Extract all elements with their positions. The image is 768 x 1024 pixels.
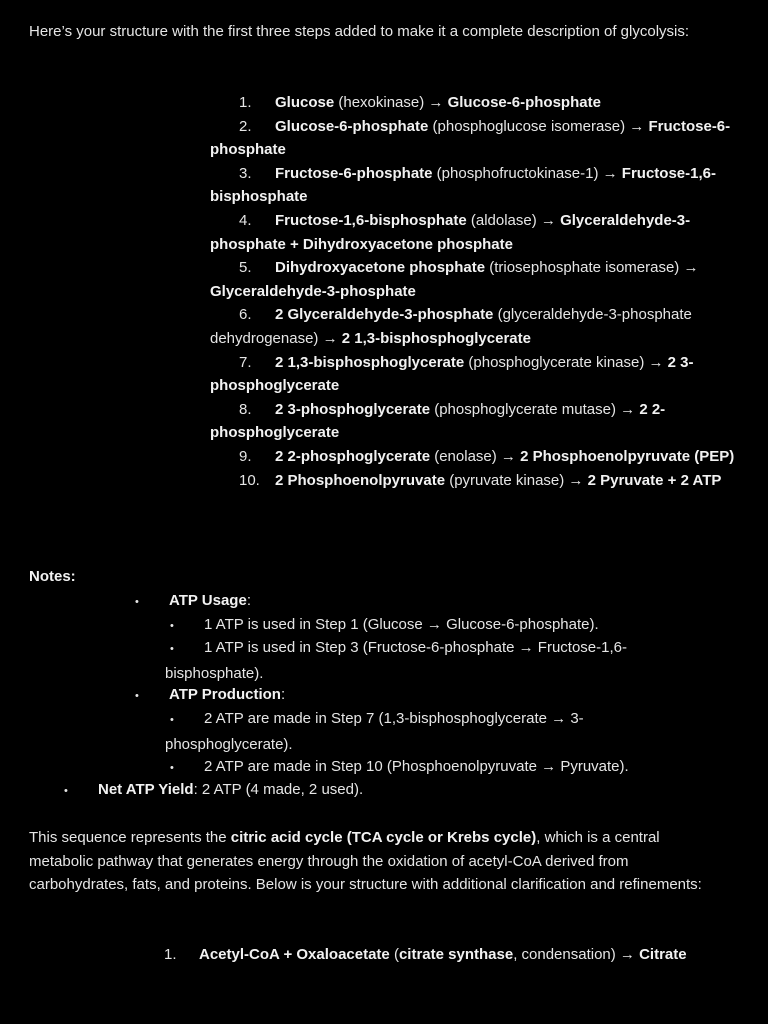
step-compound-text: 2 Glyceraldehyde-3-phosphate	[275, 306, 494, 324]
atp-usage-label: ATP Usage	[169, 592, 247, 609]
step-compound-text: Glyceraldehyde-3-phosphate + Dihydroxyacetone phosphate	[210, 211, 691, 253]
step-number: 5.	[239, 259, 252, 277]
step-number: 9.	[239, 447, 252, 465]
tca-step-list	[135, 943, 687, 967]
step-enzyme-text: (hexokinase) →	[334, 94, 448, 111]
glycolysis-step-list	[210, 91, 740, 492]
step-compound-text: Fructose-6-phosphate	[275, 164, 433, 182]
step-compound-text: 2 1,3-bisphosphoglycerate	[341, 329, 531, 347]
step-compound-text: Glyceraldehyde-3-phosphate	[210, 282, 416, 300]
step-number: 1.	[239, 94, 252, 111]
glycolysis-step-6	[210, 303, 740, 350]
step-compound-text: 2 2-phosphoglycerate	[210, 400, 666, 442]
bullet-icon: •	[170, 762, 174, 774]
step-compound-text: Glucose-6-phosphate	[275, 117, 429, 135]
net-atp-text: : 2 ATP (4 made, 2 used).	[193, 781, 364, 798]
step-compound-text: Fructose-1,6-bisphosphate	[275, 211, 467, 229]
step-enzyme-text: (phosphofructokinase-1) →	[432, 164, 622, 182]
step-enzyme-text: (triosephosphate isomerase) →	[485, 259, 699, 277]
step-compound-text: 2 3-phosphoglycerate	[275, 400, 431, 418]
step-number: 10.	[239, 471, 260, 489]
step-number: 6.	[239, 306, 252, 324]
bullet-icon: •	[170, 714, 174, 726]
atp-usage-item-2: • 1 ATP is used in Step 3 (Fructose-6-phosphate → Fructose-1,6-bisphosphate).	[165, 639, 627, 682]
step-enzyme-text: , condensation) →	[513, 946, 640, 963]
bullet-icon: •	[170, 620, 174, 632]
step-number: 4.	[239, 211, 252, 229]
atp-production-item-1: • 2 ATP are made in Step 7 (1,3-bisphosphoglycerate → 3-phosphoglycerate).	[165, 710, 584, 753]
step-compound-text: Glucose	[275, 94, 335, 111]
step-enzyme-text: (phosphoglycerate kinase) →	[464, 353, 668, 371]
net-atp-label: Net ATP Yield	[98, 781, 194, 798]
step-number: 1.	[164, 946, 177, 963]
glycolysis-step-5	[210, 256, 740, 303]
step-compound-text: 2 Phosphoenolpyruvate (PEP)	[520, 447, 735, 465]
step-compound-text: 2 Pyruvate + 2 ATP	[587, 471, 722, 489]
step-number: 7.	[239, 353, 252, 371]
step-compound-text: Acetyl-CoA + Oxaloacetate	[199, 946, 390, 963]
glycolysis-step-8	[210, 398, 740, 445]
step-compound-text: Fructose-6-phosphate	[210, 117, 731, 159]
step-compound-text: 2 1,3-bisphosphoglycerate	[275, 353, 465, 371]
atp-production-label: ATP Production	[169, 686, 281, 703]
step-compound-text: citrate synthase	[398, 946, 514, 963]
step-enzyme-text: (phosphoglycerate mutase) →	[430, 400, 640, 418]
glycolysis-step-9	[210, 445, 740, 469]
step-enzyme-text: (pyruvate kinase) →	[445, 471, 588, 489]
bullet-icon: •	[64, 785, 68, 797]
step-enzyme-text: (	[389, 946, 399, 963]
intro-text: Here’s your structure with the first three steps added to make it a complete description of glycolysis:	[29, 23, 690, 40]
step-number: 8.	[239, 400, 252, 418]
atp-usage-bullet: • ATP Usage:	[135, 589, 251, 615]
step-compound-text: 2 2-phosphoglycerate	[275, 447, 431, 465]
atp-production-item-2: • 2 ATP are made in Step 10 (Phosphoenolpyruvate → Pyruvate).	[170, 755, 629, 781]
step-compound-text: 2 3-phosphoglycerate	[210, 353, 694, 395]
glycolysis-step-10	[210, 469, 740, 493]
glycolysis-step-4	[210, 209, 740, 256]
tca-step-1	[135, 943, 687, 967]
step-enzyme-text: (enolase) →	[430, 447, 521, 465]
step-compound-text: Citrate	[639, 946, 687, 963]
notes-label: Notes:	[29, 568, 76, 585]
step-number: 3.	[239, 164, 252, 182]
step-compound-text: Fructose-1,6-bisphosphate	[210, 164, 716, 206]
step-number: 2.	[239, 117, 252, 135]
step-compound-text: Glucose-6-phosphate	[447, 94, 601, 111]
glycolysis-step-3	[210, 162, 740, 209]
step-enzyme-text: (phosphoglucose isomerase) →	[428, 117, 649, 135]
step-compound-text: 2 Phosphoenolpyruvate	[275, 471, 446, 489]
glycolysis-step-1	[210, 91, 740, 115]
step-enzyme-text: (glyceraldehyde-3-phosphate dehydrogenase) →	[210, 306, 692, 347]
glycolysis-step-2	[210, 115, 740, 162]
atp-production-bullet: • ATP Production:	[135, 683, 285, 709]
step-compound-text: Dihydroxyacetone phosphate	[275, 259, 486, 277]
net-atp-bullet	[64, 778, 363, 804]
atp-usage-item-1: • 1 ATP is used in Step 1 (Glucose → Glucose-6-phosphate).	[170, 613, 599, 639]
glycolysis-step-7	[210, 351, 740, 398]
tca-intro-text: This sequence represents the citric acid cycle (TCA cycle or Krebs cycle), which is a central metabolic pathway that generates energy through the oxidation of acetyl-CoA derived from carbohydrates, fats, and proteins. Below is your structure with additional clarification and refinements:	[29, 829, 702, 894]
bullet-icon: •	[135, 690, 139, 702]
bullet-icon: •	[170, 643, 174, 655]
step-enzyme-text: (aldolase) →	[466, 211, 561, 229]
bullet-icon: •	[135, 596, 139, 608]
